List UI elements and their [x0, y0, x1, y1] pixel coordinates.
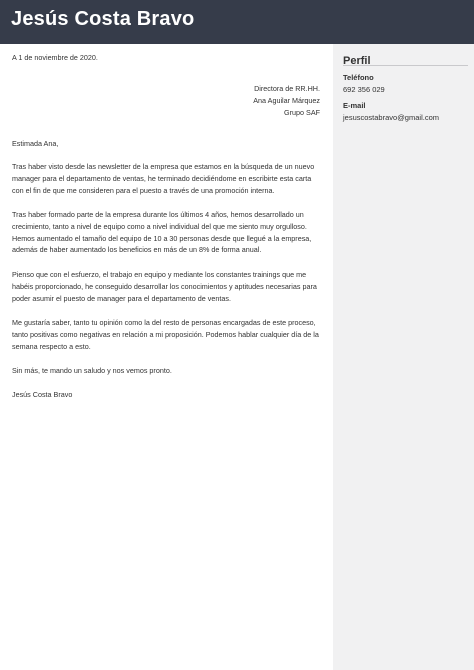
recipient-line: Grupo SAF	[284, 107, 320, 117]
letter-paragraph: Pienso que con el esfuerzo, el trabajo en equipo y mediante los constantes trainings que me habéis proporcionado, he conseguido desarrollar los conocimientos y aptitudes necesarias para poder asumir el puesto de manager para el departamento de ventas.	[12, 270, 317, 303]
page-header	[0, 0, 474, 44]
letter-paragraph: Me gustaría saber, tanto tu opinión como la del resto de personas encargadas de este proceso, tanto positivas como negativas en relación a mi proposición. Podemos hablar cualquier día de la semana respecto a esto.	[12, 318, 319, 351]
letter-paragraph: Tras haber formado parte de la empresa durante los últimos 4 años, hemos desarrollado un crecimiento, tanto a nivel de equipo como a nivel individual del que me siento muy orgulloso. Hemos aumentado el tamaño del equipo de 10 a 30 personas desde que llegué a la empresa, además de haber aumentado los beneficios en más de un 8% de forma anual.	[12, 210, 312, 255]
letter-greeting: Estimada Ana,	[12, 139, 59, 148]
letter-closing: Sin más, te mando un saludo y nos vemos pronto.	[12, 366, 172, 375]
recipient-line: Ana Aguilar Márquez	[253, 95, 320, 105]
profile-sidebar	[333, 44, 474, 670]
phone-label: Teléfono	[343, 73, 374, 82]
letter-signature: Jesús Costa Bravo	[12, 390, 73, 399]
email-value: jesuscostabravo@gmail.com	[343, 113, 439, 122]
recipient-line: Directora de RR.HH.	[254, 84, 320, 93]
sidebar-divider	[343, 65, 468, 66]
email-label: E-mail	[343, 101, 366, 110]
candidate-name: Jesús Costa Bravo	[11, 8, 195, 30]
letter-paragraph: Tras haber visto desde las newsletter de la empresa que estamos en la búsqueda de un nuevo manager para el departamento de ventas, he terminado decidiéndome en escribirte esta carta con el fin de que me consideren para el puesto a través de una promoción interna.	[12, 162, 315, 195]
phone-value: 692 356 029	[343, 85, 385, 94]
recipient-block	[180, 83, 320, 118]
letter-date: A 1 de noviembre de 2020.	[12, 53, 98, 62]
sidebar-title: Perfil	[343, 55, 371, 67]
